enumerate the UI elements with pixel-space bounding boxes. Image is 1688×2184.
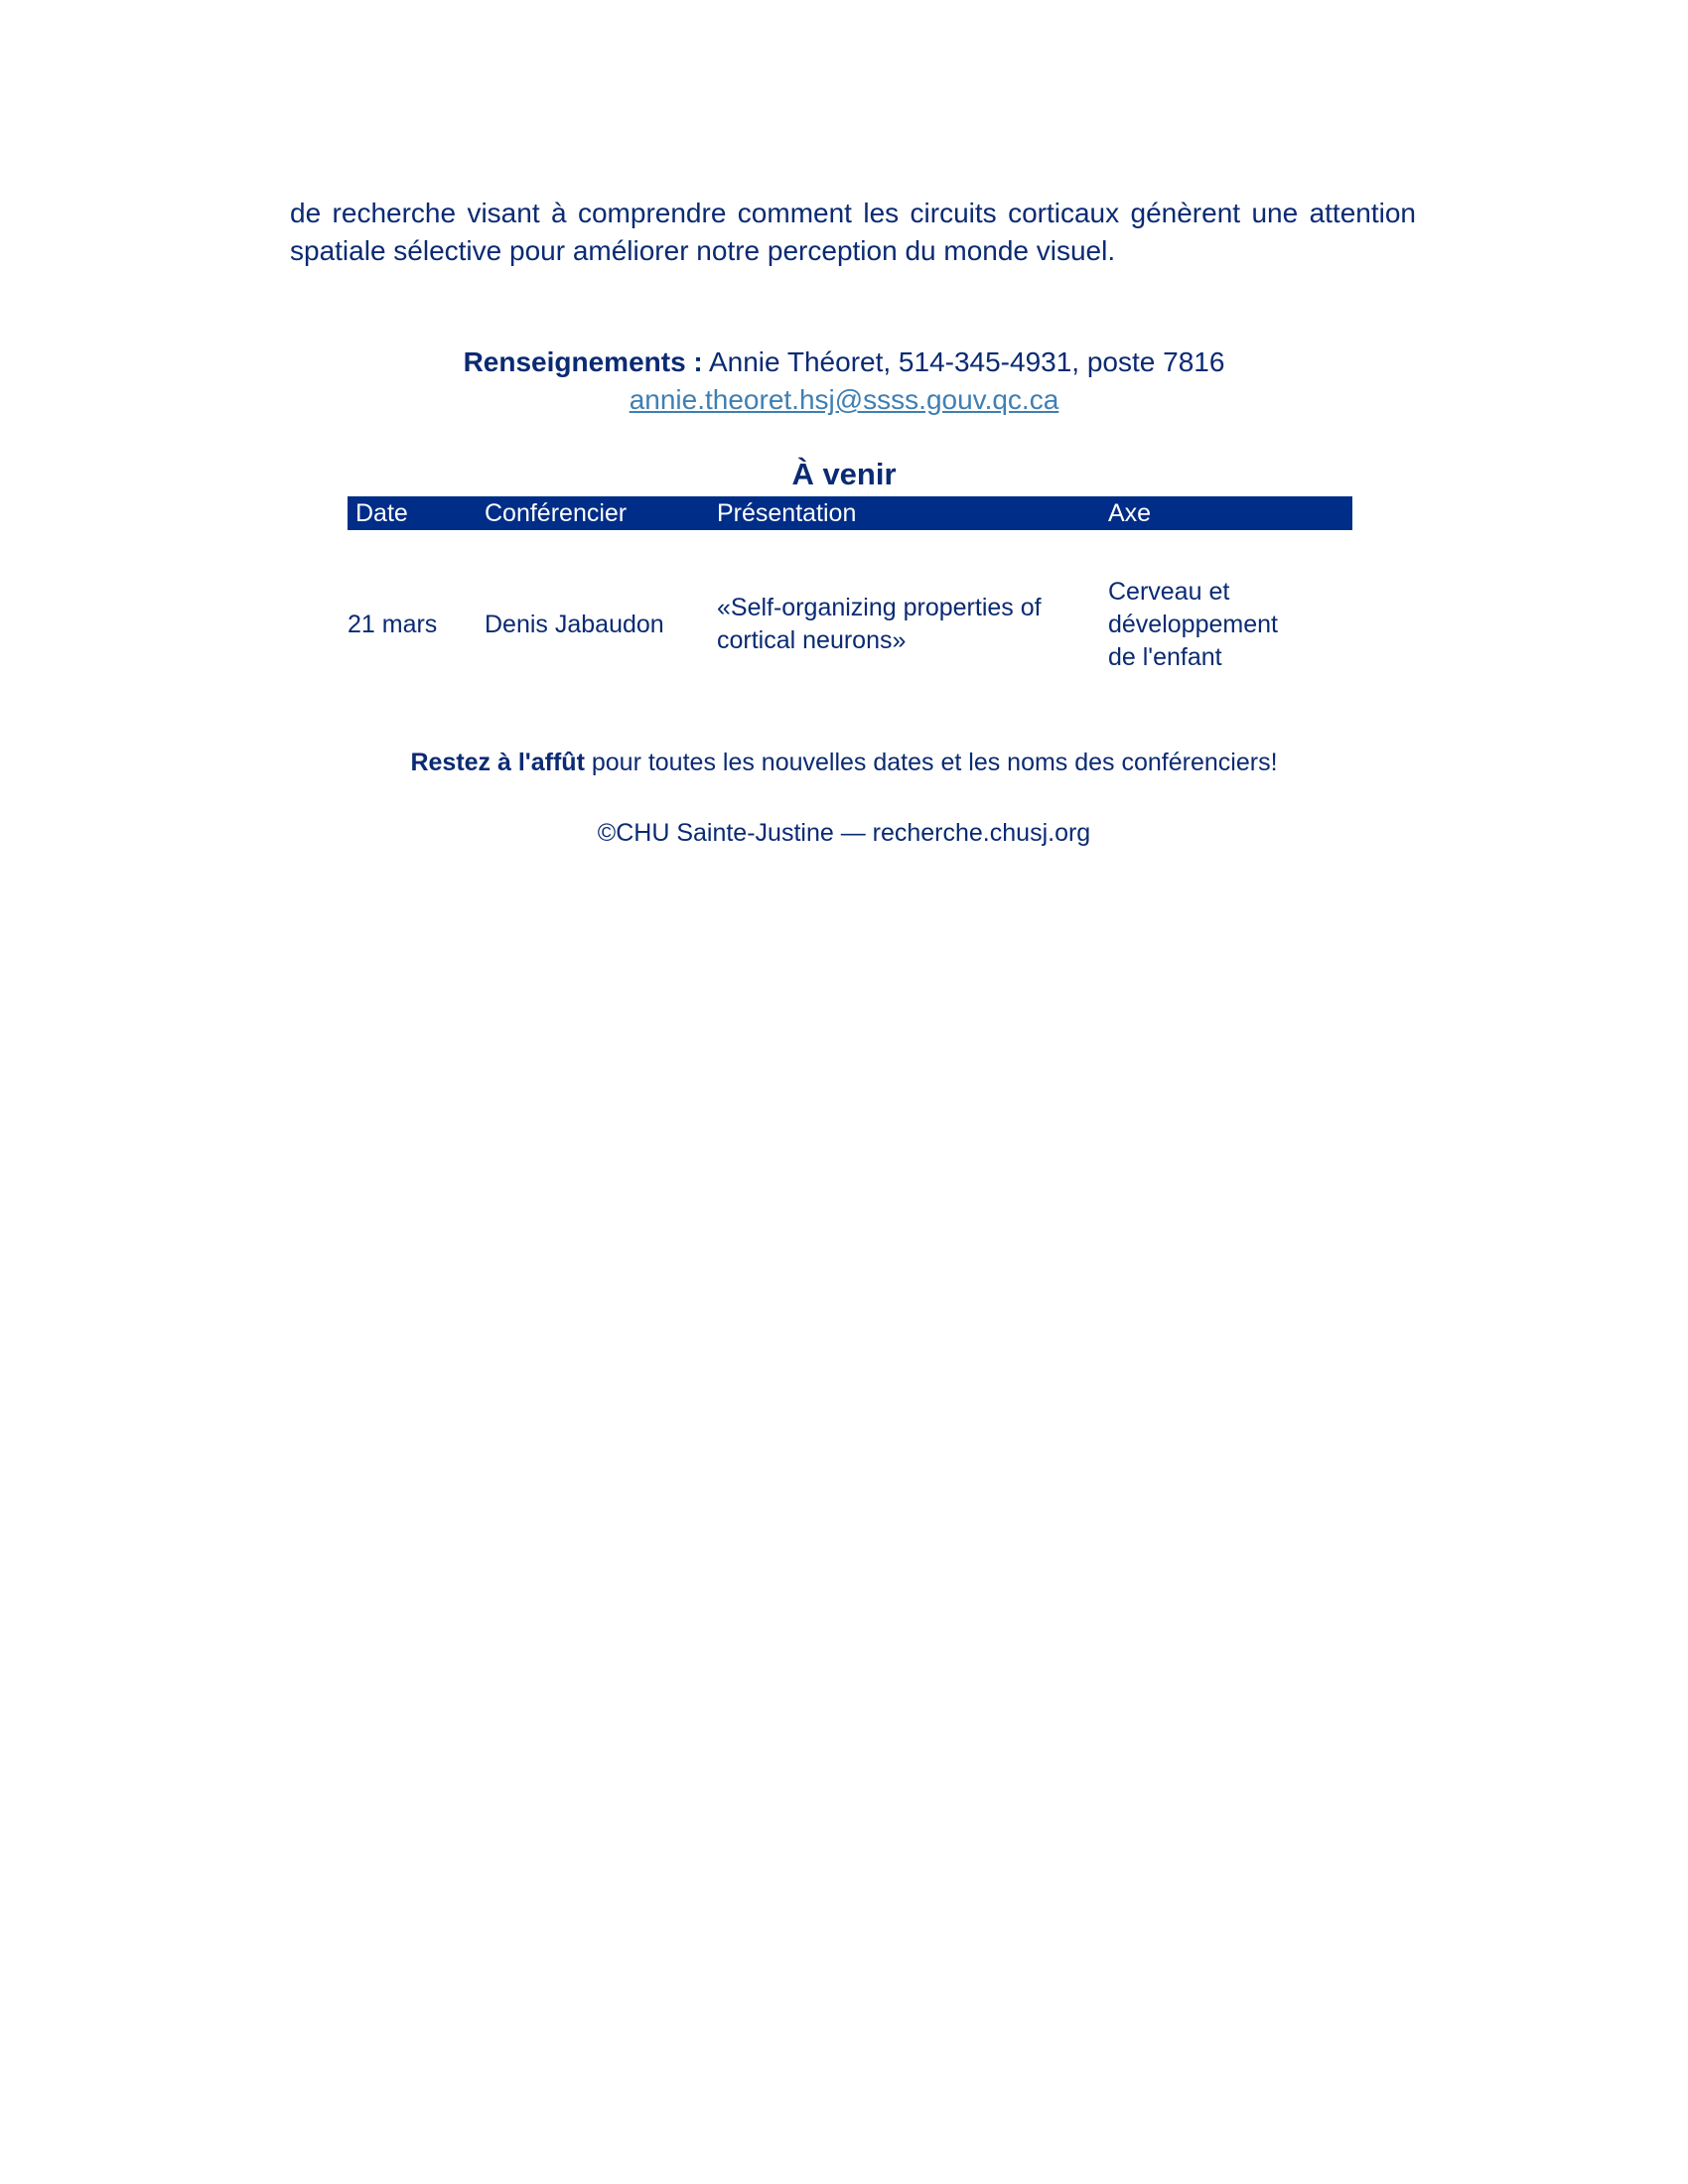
contact-label: Renseignements :	[463, 346, 703, 377]
intro-line-2: spatiale sélective pour améliorer notre perception du monde visuel.	[290, 235, 1116, 266]
column-header-presentation: Présentation	[717, 499, 857, 527]
column-header-axis: Axe	[1108, 499, 1152, 527]
notice-bold: Restez à l'affût	[410, 749, 585, 776]
table-row	[348, 570, 1352, 679]
notice-text: pour toutes les nouvelles dates et les noms des conférenciers!	[584, 749, 1278, 776]
cell-speaker	[485, 570, 664, 679]
intro-paragraph	[290, 195, 1416, 270]
column-header-date: Date	[355, 499, 408, 527]
intro-line-1: de recherche visant à comprendre comment les circuits corticaux génèrent une attention	[290, 198, 1416, 228]
column-header-speaker: Conférencier	[485, 499, 628, 527]
cell-date-text: 21 mars	[348, 610, 438, 638]
cell-speaker-text: Denis Jabaudon	[485, 610, 664, 638]
table-header	[348, 496, 1352, 530]
upcoming-title: À venir	[791, 457, 897, 491]
cell-presentation	[717, 570, 1074, 679]
contact-email-link[interactable]: annie.theoret.hsj@ssss.gouv.qc.ca	[629, 384, 1059, 415]
contact-email-line	[0, 381, 1688, 419]
cell-date	[348, 570, 437, 679]
contact-line	[0, 343, 1688, 381]
cell-axis	[1108, 570, 1307, 679]
notice-line	[0, 746, 1688, 779]
contact-text: Annie Théoret, 514-345-4931, poste 7816	[702, 346, 1225, 377]
cell-axis-text: Cerveau et développement de l'enfant	[1108, 577, 1278, 671]
cell-presentation-text: «Self-organizing properties of cortical neurons»	[717, 594, 1042, 654]
footer-credit: ©CHU Sainte-Justine — recherche.chusj.org	[597, 819, 1091, 847]
